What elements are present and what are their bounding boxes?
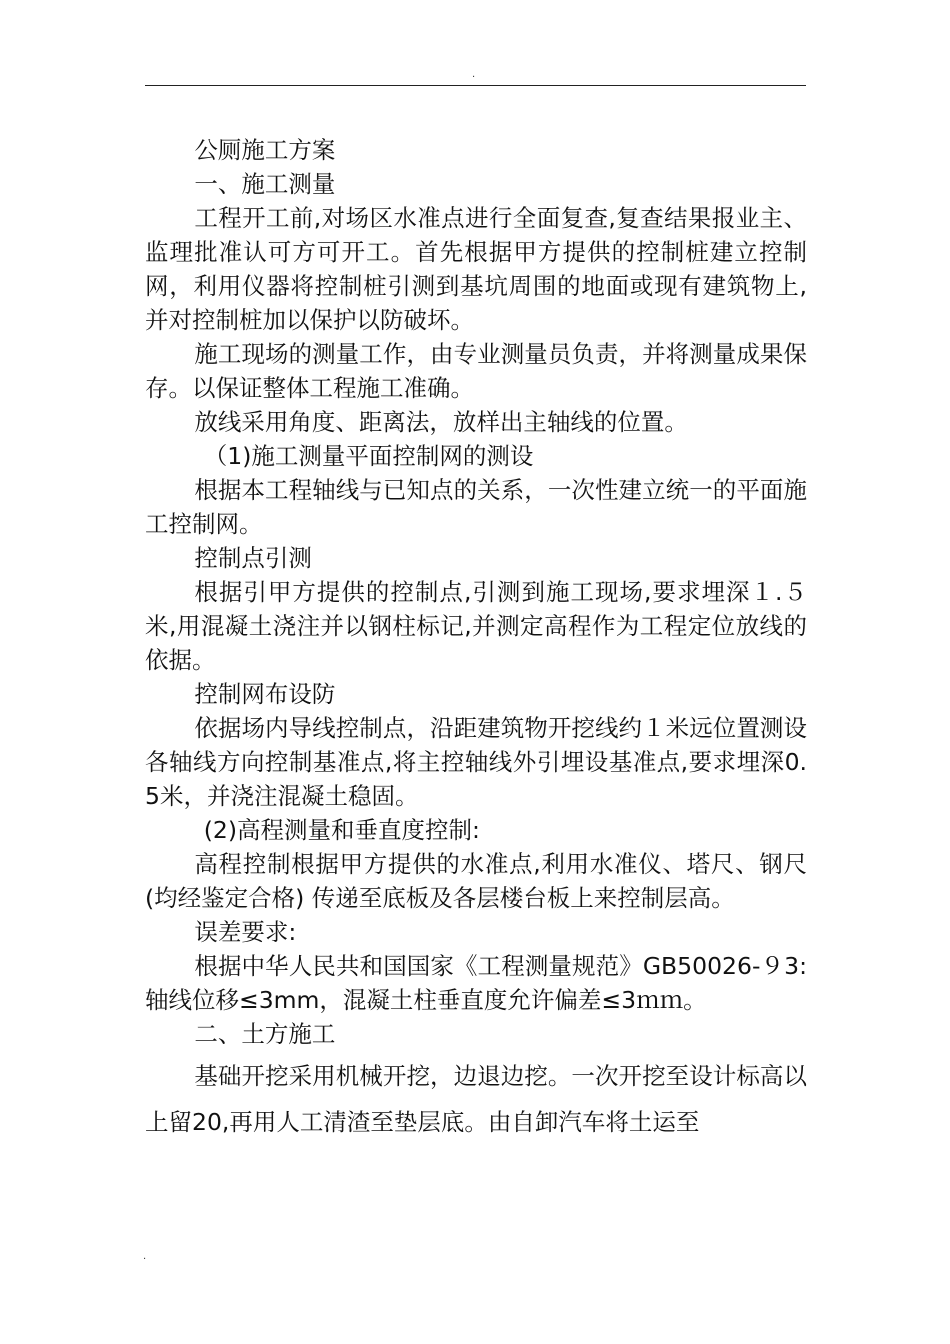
subheading-tolerance: 误差要求: [194,918,297,946]
paragraph-plane-control-network: 根据本工程轴线与已知点的关系，一次性建立统一的平面施工控制网。 [145,476,807,538]
section-heading-earthwork: 二、土方施工 [194,1020,336,1048]
header-rule [145,85,806,86]
paragraph-pre-construction-check: 工程开工前,对场区水准点进行全面复查,复查结果报业主、监理批准认可方可开工。首先根据甲方提供的控制桩建立控制网，利用仪器将控制桩引测到基坑周围的地面或现有建筑物上,并对控制桩加以保护以防破坏。 [145,204,807,334]
section-heading-survey: 一、施工测量 [194,170,336,198]
paragraph-excavation: 基础开挖采用机械开挖，边退边挖。一次开挖至设计标高以上留20,再用人工清渣至垫层底。由自卸汽车将土运至 [145,1062,807,1136]
footer-mark: . [143,1251,147,1262]
subheading-control-network-layout: 控制网布设防 [194,680,336,708]
subheading-control-point: 控制点引测 [194,544,312,572]
document-title: 公厕施工方案 [194,136,336,164]
paragraph-survey-responsibility: 施工现场的测量工作，由专业测量员负责，并将测量成果保存。以保证整体工程施工准确。 [145,340,807,402]
paragraph-control-point: 根据引甲方提供的控制点,引测到施工现场,要求埋深１.５米,用混凝土浇注并以钢柱标记,并测定高程作为工程定位放线的依据。 [145,578,807,674]
paragraph-elevation-control: 高程控制根据甲方提供的水准点,利用水准仪、塔尺、钢尺(均经鉴定合格) 传递至底板及各层楼台板上来控制层高。 [145,850,807,912]
paragraph-layout-method: 放线采用角度、距离法，放样出主轴线的位置。 [194,408,688,436]
header-mark: . [472,69,476,80]
subheading-plane-control-network: （1)施工测量平面控制网的测设 [203,442,534,470]
paragraph-control-network-layout: 依据场内导线控制点，沿距建筑物开挖线约１米远位置测设各轴线方向控制基准点,将主控轴线外引埋设基准点,要求埋深0.5米，并浇注混凝土稳固。 [145,714,807,810]
document-body [145,133,807,1145]
paragraph-tolerance: 根据中华人民共和国国家《工程测量规范》GB50026-９3:轴线位移≤3mm，混凝土柱垂直度允许偏差≤3ｍｍ。 [145,952,807,1014]
subheading-elevation-verticality: (2)高程测量和垂直度控制: [203,816,480,844]
